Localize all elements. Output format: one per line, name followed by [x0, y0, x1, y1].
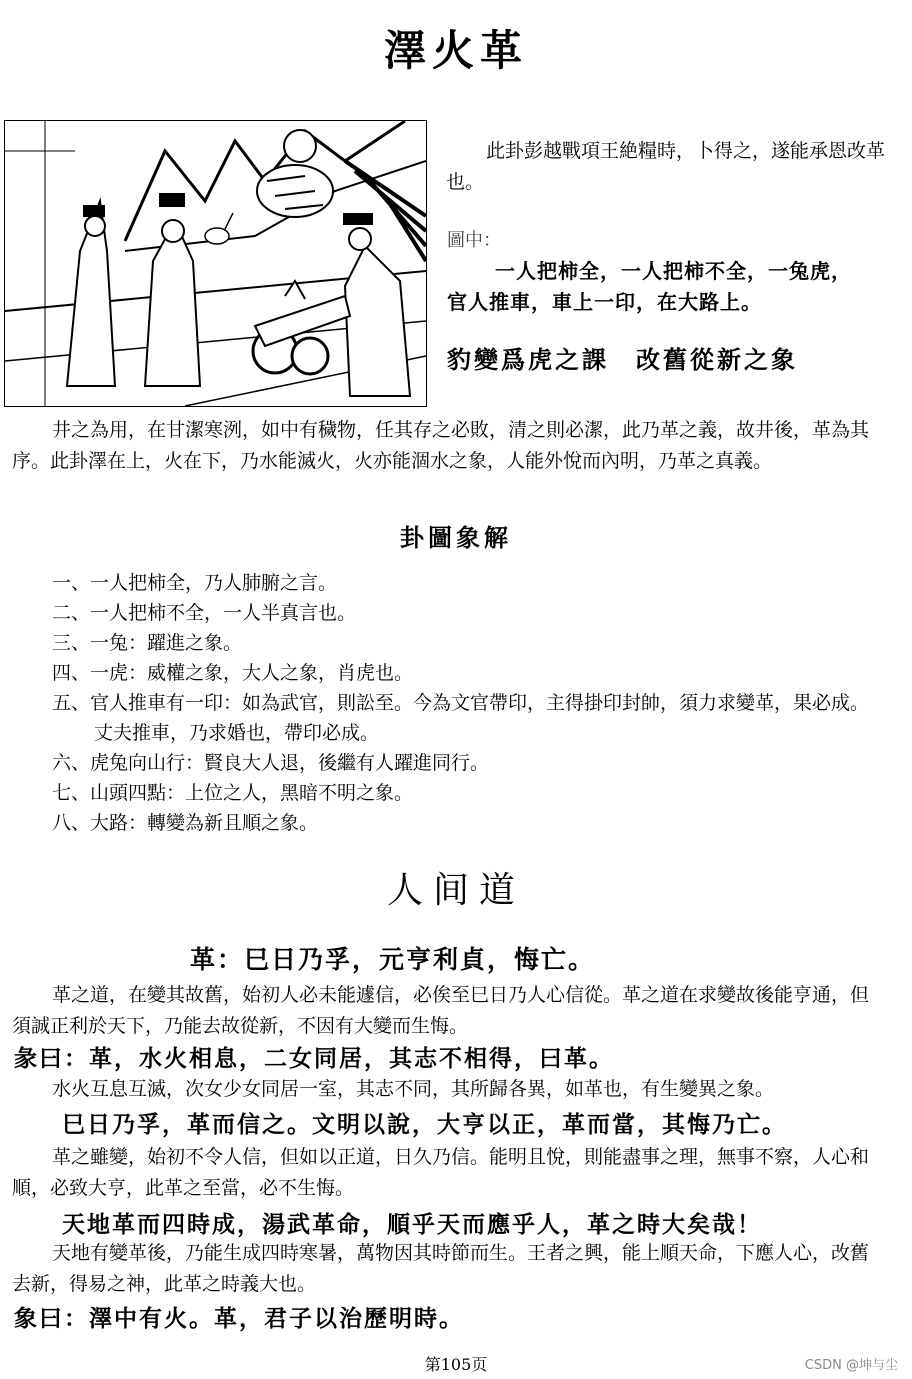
watermark: CSDN @坤与尘 — [804, 1358, 898, 1373]
legend-label: 圖中： — [447, 230, 501, 251]
intro-paragraph — [446, 136, 886, 198]
commentary-paragraph: 水火互息互滅，次女少女同居一室，其志不同，其所歸各異，如革也，有生變異之象。 — [52, 1078, 775, 1100]
commentary-paragraph: 天地有變革後，乃能生成四時寒暑，萬物因其時節而生。王者之興，能上順天命，下應人心，改舊去新，得易之神，此革之時義大也。 — [12, 1242, 870, 1295]
xiang-line: 象曰：澤中有火。革，君子以治歷明時。 — [14, 1305, 464, 1332]
section2-heading: 人间道 — [386, 870, 525, 911]
list-item: 二、一人把柿不全，一人半真言也。 — [52, 602, 357, 624]
page-title: 澤火革 — [383, 26, 528, 75]
overview-paragraph: 井之為用，在甘潔寒洌，如中有穢物，任其存之必敗，清之則必潔，此乃革之義，故井後，革為其序。此卦澤在上，火在下，乃水能滅火，火亦能涸水之象，人能外悅而內明，乃革之真義。 — [12, 419, 870, 472]
tuan-line-2: 巳日乃孚，革而信之。文明以說，大亨以正，革而當，其悔乃亡。 — [62, 1111, 787, 1138]
hexagram-subtitle: 豹變爲虎之課 改舊從新之象 — [447, 345, 798, 374]
illustration-legend — [447, 256, 887, 318]
legend-line-2: 官人推車，車上一印，在大路上。 — [447, 290, 762, 314]
illustration-drawing — [5, 121, 426, 406]
list-item: 八、大路：轉變為新且順之象。 — [52, 812, 319, 834]
list-item: 七、山頭四點：上位之人，黑暗不明之象。 — [52, 782, 414, 804]
list-item: 一、一人把柿全，乃人肺腑之言。 — [52, 572, 338, 594]
symbol-explanation-list — [52, 568, 882, 838]
list-item: 五、官人推車有一印：如為武官，則訟至。今為文官帶印，主得掛印封帥，須力求變革，果必成。丈夫推車，乃求婚也，帶印必成。 — [52, 692, 870, 744]
legend-line-1: 一人把柿全，一人把柿不全，一兔虎， — [495, 259, 852, 283]
tuan-line-1: 彖曰：革，水火相息，二女同居，其志不相得，曰革。 — [14, 1045, 614, 1072]
commentary-paragraph: 革之雖變，始初不令人信，但如以正道，日久乃信。能明且悅，則能盡事之理，無事不察，人心和順，必致大亨，此革之至當，必不生悔。 — [12, 1146, 870, 1199]
list-item: 三、一兔：躍進之象。 — [52, 632, 243, 654]
intro-text: 此卦彭越戰項王絶糧時，卜得之，遂能承恩改革也。 — [446, 140, 886, 193]
commentary-paragraph: 革之道，在變其故舊，始初人必未能遽信，必俟至巳日乃人心信從。革之道在求變故後能亨通，但須誠正利於天下，乃能去故從新，不因有大變而生悔。 — [12, 984, 870, 1037]
woodblock-illustration — [4, 120, 427, 407]
gua-text: 革：巳日乃孚，元亨利貞，悔亡。 — [190, 945, 596, 974]
tuan-line-3: 天地革而四時成，湯武革命，順乎天而應乎人，革之時大矣哉！ — [62, 1211, 762, 1238]
page-number: 第105页 — [424, 1355, 488, 1374]
section-heading: 卦圖象解 — [400, 523, 512, 552]
list-item: 六、虎兔向山行：賢良大人退，後繼有人躍進同行。 — [52, 752, 490, 774]
list-item: 四、一虎：威權之象，大人之象，肖虎也。 — [52, 662, 414, 684]
